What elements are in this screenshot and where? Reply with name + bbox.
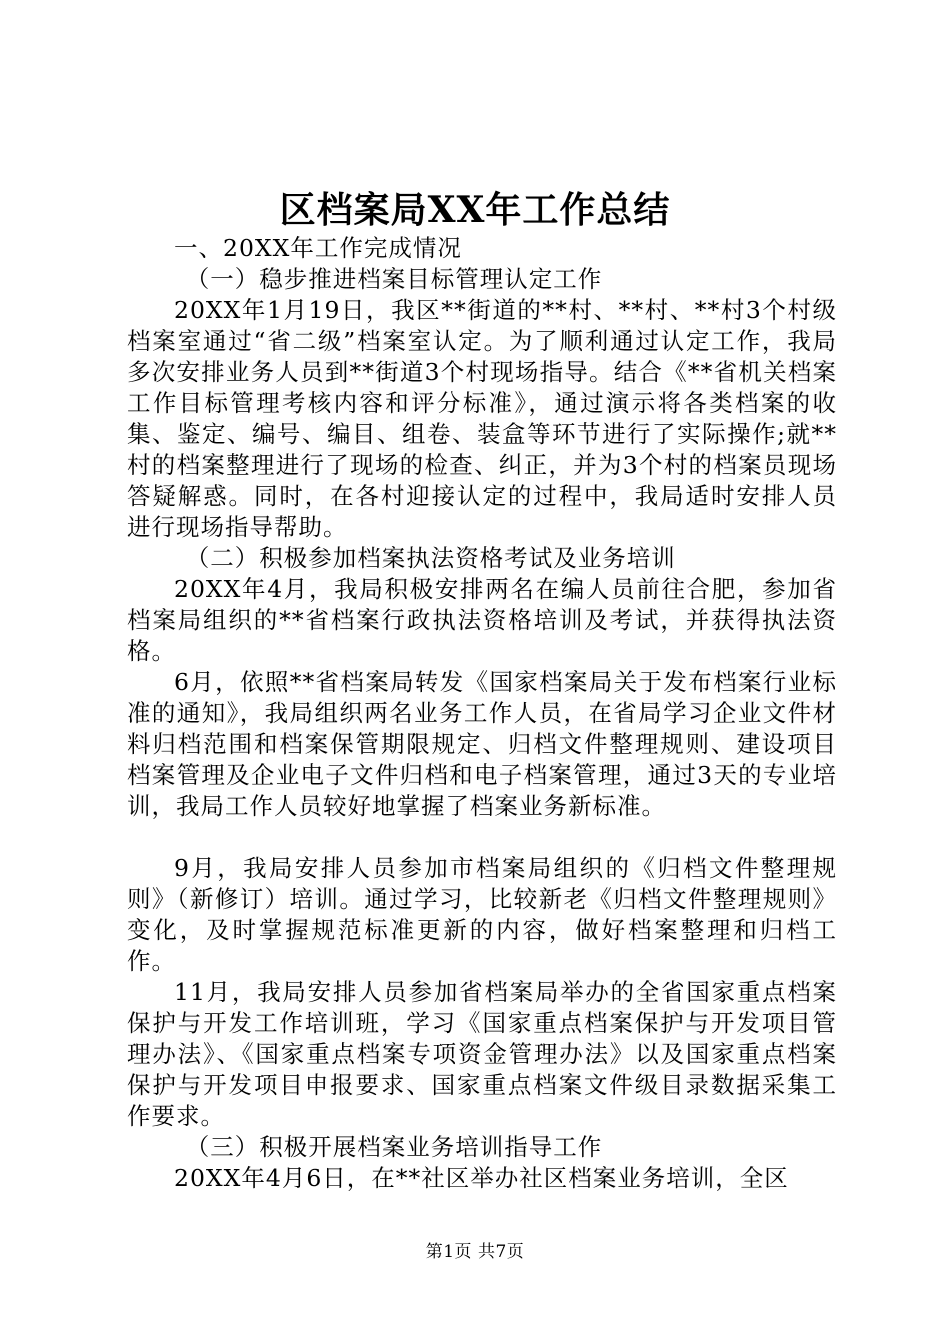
subsection-heading: （三）积极开展档案业务培训指导工作 bbox=[185, 1133, 603, 1161]
body-paragraph: 20XX年1月19日，我区**街道的**村、**村、**村3个村级档案室通过“省二级”档案室认定。为了顺利通过认定工作，我局多次安排业务人员到**街道3个村现场指导。结合《**省机关档案工作目标管理考核内容和评分标准》，通过演示将各类档案的收集、鉴定、编号、编目、组卷、装盒等环节进行了实际操作;就**村的档案整理进行了现场的检查、纠正，并为3个村的档案员现场答疑解惑。同时，在各村迎接认定的过程中，我局适时安排人员进行现场指导帮助。 bbox=[127, 296, 837, 541]
body-paragraph: 20XX年4月，我局积极安排两名在编人员前往合肥，参加省档案局组织的**省档案行政执法资格培训及考试，并获得执法资格。 bbox=[127, 575, 837, 665]
body-paragraph: 9月，我局安排人员参加市档案局组织的《归档文件整理规则》（新修订）培训。通过学习，比较新老《归档文件整理规则》变化，及时掌握规范标准更新的内容，做好档案整理和归档工作。 bbox=[127, 854, 837, 975]
subsection-heading: （一）稳步推进档案目标管理认定工作 bbox=[185, 265, 603, 293]
section-heading: 一、20XX年工作完成情况 bbox=[174, 234, 462, 262]
document-title: 区档案局XX年工作总结 bbox=[279, 189, 671, 231]
page-number-footer: 第1页 共7页 bbox=[425, 1242, 525, 1262]
document-body bbox=[127, 233, 837, 1194]
body-paragraph: 11月，我局安排人员参加省档案局举办的全省国家重点档案保护与开发工作培训班，学习《国家重点档案保护与开发项目管理办法》、《国家重点档案专项资金管理办法》以及国家重点档案保护与开发项目申报要求、国家重点档案文件级目录数据采集工作要求。 bbox=[127, 978, 837, 1130]
subsection-heading: （二）积极参加档案执法资格考试及业务培训 bbox=[185, 544, 676, 572]
body-paragraph: 20XX年4月6日，在**社区举办社区档案业务培训，全区 bbox=[174, 1164, 789, 1192]
body-paragraph: 6月，依照**省档案局转发《国家档案局关于发布档案行业标准的通知》，我局组织两名业务工作人员，在省局学习企业文件材料归档范围和档案保管期限规定、归档文件整理规则、建设项目档案管理及企业电子文件归档和电子档案管理，通过3天的专业培训，我局工作人员较好地掌握了档案业务新标准。 bbox=[127, 668, 837, 820]
